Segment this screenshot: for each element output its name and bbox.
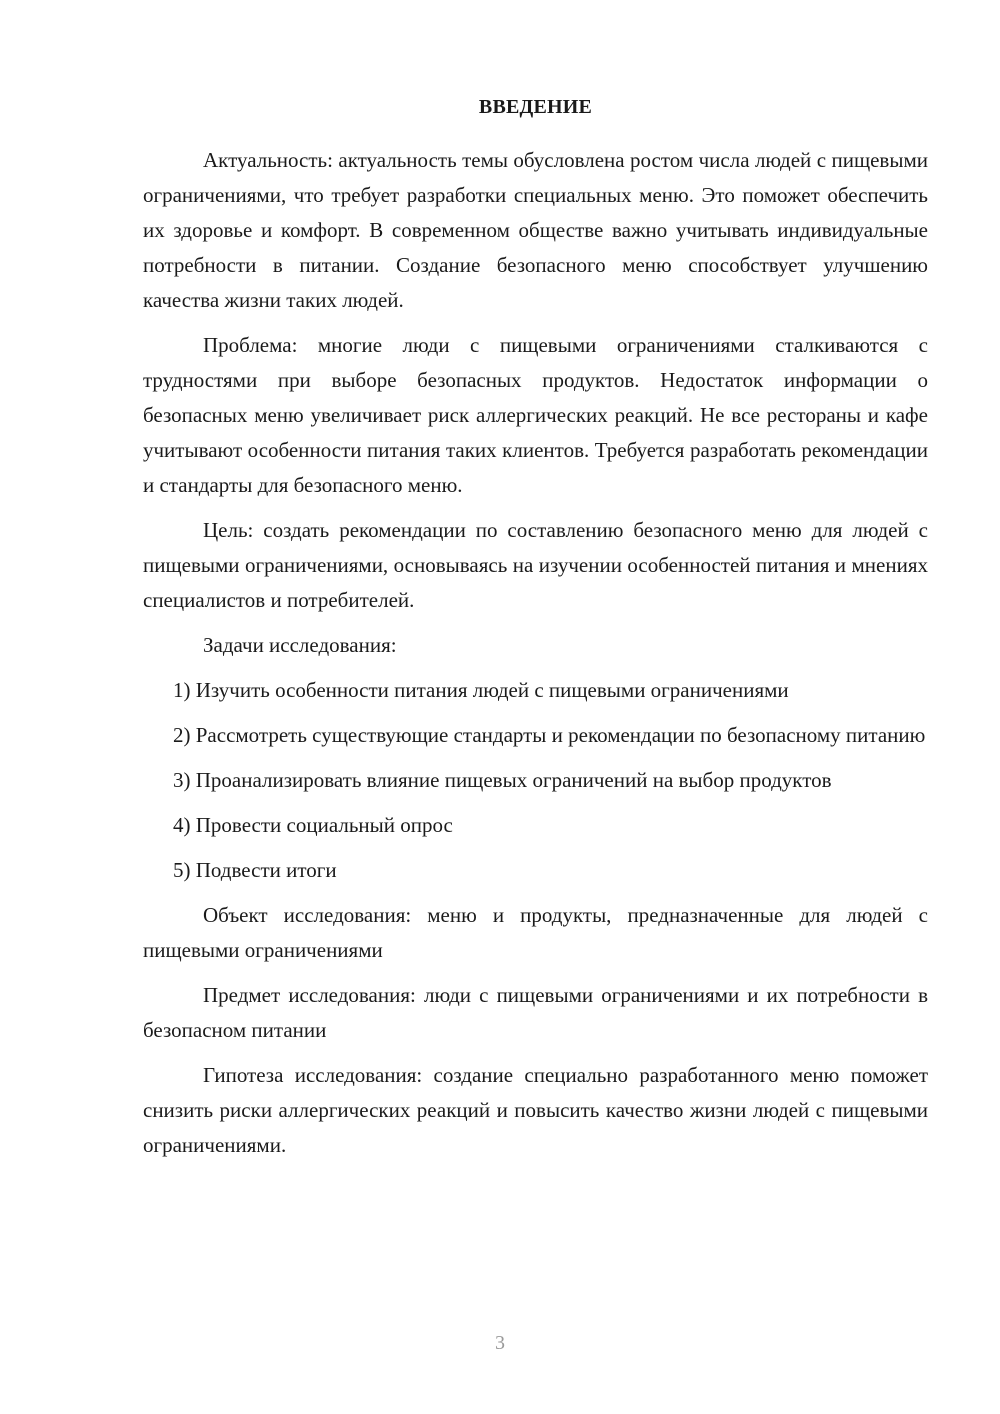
task-item: 5) Подвести итоги (173, 858, 337, 882)
object-paragraph: Объект исследования: меню и продукты, предназначенные для людей с пищевыми ограничениями (143, 903, 928, 962)
task-item: 3) Проанализировать влияние пищевых ограничений на выбор продуктов (173, 768, 832, 792)
page-number: 3 (495, 1332, 505, 1354)
task-item: 2) Рассмотреть существующие стандарты и рекомендации по безопасному питанию (173, 723, 926, 747)
section-title: ВВЕДЕНИЕ (478, 96, 593, 118)
problem-paragraph: Проблема: многие люди с пищевыми ограничениями сталкиваются с трудностями при выборе безопасных продуктов. Недостаток информации о безопасных меню увеличивает риск аллергических реакций. Не все рестораны и кафе учитывают особенности питания таких клиентов. Требуется разработать рекомендации и стандарты для безопасного меню. (143, 333, 928, 497)
tasks-heading: Задачи исследования: (203, 633, 397, 657)
task-item: 1) Изучить особенности питания людей с пищевыми ограничениями (173, 678, 789, 702)
document-body (143, 92, 928, 1173)
goal-paragraph: Цель: создать рекомендации по составлению безопасного меню для людей с пищевыми ограничениями, основываясь на изучении особенностей питания и мнениях специалистов и потребителей. (143, 518, 928, 612)
relevance-paragraph: Актуальность: актуальность темы обусловлена ростом числа людей с пищевыми ограничениями, что требует разработки специальных меню. Это поможет обеспечить их здоровье и комфорт. В современном обществе важно учитывать индивидуальные потребности в питании. Создание безопасного меню способствует улучшению качества жизни таких людей. (143, 148, 928, 312)
subject-paragraph: Предмет исследования: люди с пищевыми ограничениями и их потребности в безопасном питании (143, 983, 928, 1042)
task-item: 4) Провести социальный опрос (173, 813, 453, 837)
hypothesis-paragraph: Гипотеза исследования: создание специально разработанного меню поможет снизить риски аллергических реакций и повысить качество жизни людей с пищевыми ограничениями. (143, 1063, 928, 1157)
